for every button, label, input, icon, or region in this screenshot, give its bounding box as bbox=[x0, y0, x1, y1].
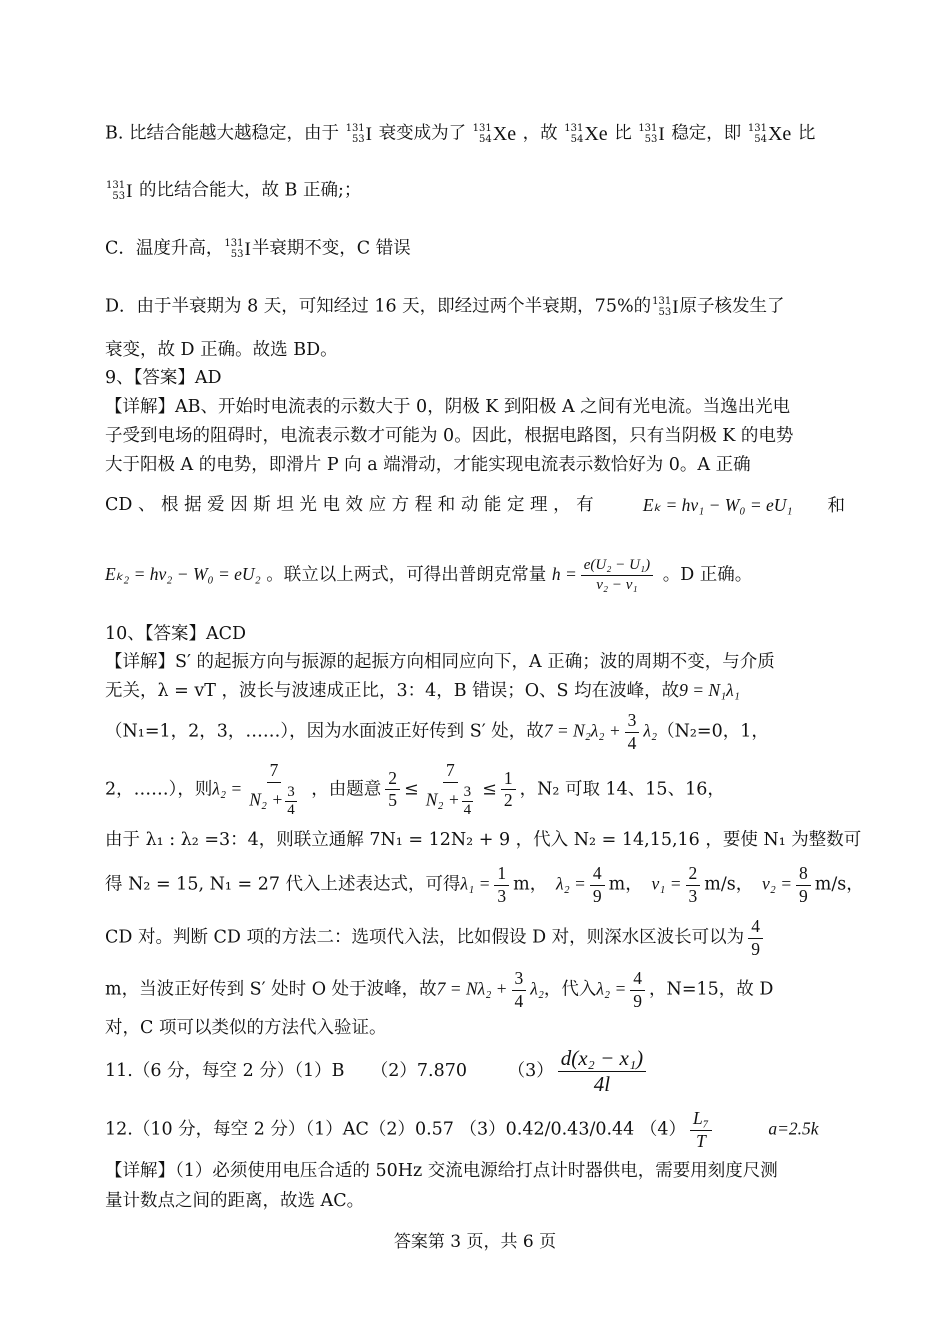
fraction: $\frac{4}{9}$ bbox=[748, 918, 763, 958]
page-footer: 答案第 3 页，共 6 页 bbox=[393, 1232, 557, 1252]
fraction: 7 N₂ + $\frac{3}{4}$ bbox=[425, 760, 472, 818]
q10-line8: m，当波正好传到 S′ 处时 O 处于波峰，故7 = Nλ₂ + $\frac{3}{4}$ λ₂，代入λ₂ = $\frac{4}{9}$ ，N=15，故 D bbox=[105, 968, 774, 1011]
q10-line7: CD 对。判断 CD 项的方法二：选项代入法，比如假设 D 对，则深水区波长可以为 $\frac{4}{9}$ bbox=[105, 918, 767, 958]
q9-line2: 子受到电场的阻碍时，电流表示数才可能为 0。因此，根据电路图，只有当阴极 K 的电势 bbox=[105, 426, 794, 446]
fraction: $\frac{1}{3}$ bbox=[494, 865, 509, 905]
fraction: $\frac{4}{9}$ bbox=[630, 970, 645, 1010]
equation: Eₖ = hν₁ − W₀ = eU₁ bbox=[642, 495, 793, 515]
planck-fraction: $\frac{\text{e(U₂ − U₁)}}{\text{ν₂ − ν₁}}$ bbox=[581, 558, 653, 593]
fraction: 7 N₂ + $\frac{3}{4}$ bbox=[249, 760, 295, 818]
xenon-nuclide: 131 54 Xe bbox=[747, 123, 792, 145]
option-b-line2 bbox=[105, 180, 361, 202]
q10-line3: （N₁=1，2，3，……），因为水面波正好传到 S′ 处，故7 = N₂λ₂ + $\frac{3}{4}$ λ₂（N₂=0，1， bbox=[105, 710, 769, 753]
iodine-nuclide: 131 53 I bbox=[638, 123, 665, 145]
text: 稳定，即 bbox=[671, 123, 742, 144]
q11-fraction: $\frac{\text{d(x₂ − x₁)}}{4l}$ bbox=[558, 1048, 646, 1095]
xenon-nuclide: 131 54 Xe bbox=[472, 123, 517, 145]
xenon-nuclide: 131 54 Xe bbox=[564, 123, 608, 145]
text: 衰变成为了 bbox=[378, 123, 467, 144]
q11-line: 11.（6 分，每空 2 分）（1）B （2）7.870 （3） $\frac{\text{d(x₂ − x₁)}}{4l}$ bbox=[105, 1048, 650, 1095]
option-c-line: C．温度升高， 131 53 I 半衰期不变，C 错误 bbox=[105, 238, 411, 260]
text: B. 比结合能越大越稳定，由于 bbox=[105, 123, 339, 144]
q12-line1: 【详解】（1）必须使用电压合适的 50Hz 交流电源给打点计时器供电，需要用刻度尺测 bbox=[105, 1161, 778, 1181]
q12-line2: 量计数点之间的距离，故选 AC。 bbox=[105, 1191, 365, 1211]
fraction: $\frac{1}{2}$ bbox=[501, 770, 516, 810]
q10-line4: 2，……），则λ₂ = 7 N₂ + $\frac{3}{4}$ ，由题意 $\frac{2}{5}$ ≤ 7 N₂ + $\frac{3}{4}$ ≤ $\frac{1}{2}$ ，N₂ 可取 14、15、16， bbox=[105, 760, 725, 818]
q9-line1: 【详解】AB、开始时电流表的示数大于 0，阴极 K 到阳极 A 之间有光电流。当逸出光电 bbox=[105, 397, 791, 417]
iodine-nuclide: 131 53 I bbox=[345, 123, 372, 145]
q9-answer: 9、【答案】AD bbox=[105, 368, 222, 388]
fraction: $\frac{8}{9}$ bbox=[796, 865, 811, 905]
q10-line2: 无关，λ = vT ，波长与波速成正比，3：4，B 错误；O、S 均在波峰，故9 = N₁λ₁ bbox=[105, 680, 740, 701]
q10-line5: 由于 λ₁ : λ₂ =3：4，则联立通解 7N₁ = 12N₂ + 9 ，代入 N₂ = 14,15,16 ，要使 N₁ 为整数可 bbox=[105, 830, 862, 850]
iodine-nuclide: 131 53 I bbox=[652, 296, 679, 318]
q9-line3: 大于阳极 A 的电势，即滑片 P 向 a 端滑动，才能实现电流表示数恰好为 0。A 正确 bbox=[105, 455, 751, 475]
q10-answer: 10、【答案】ACD bbox=[105, 624, 247, 644]
fraction: $\frac{2}{3}$ bbox=[686, 865, 701, 905]
fraction: $\frac{4}{9}$ bbox=[590, 865, 605, 905]
option-d-line1: D．由于半衰期为 8 天，可知经过 16 天，即经过两个半衰期，75%的 131 53 I 原子核发生了 bbox=[105, 296, 785, 318]
q12-fraction: $\frac{\text{L₇}}{T}$ bbox=[690, 1110, 712, 1150]
iodine-nuclide: 131 53 I bbox=[106, 180, 133, 202]
option-b-line1 bbox=[105, 123, 815, 145]
text: 比 bbox=[614, 123, 632, 144]
text: 的比结合能大，故 B 正确;； bbox=[139, 180, 362, 201]
q9-line5: Eₖ₂ = hν₂ − W₀ = eU₂ 。联立以上两式，可得出普朗克常量 h = $\frac{\text{e(U₂ − U₁)}}{\text{ν₂ − ν₁}}$ 。D 正确。 bbox=[105, 557, 753, 593]
iodine-nuclide: 131 53 I bbox=[224, 238, 251, 260]
fraction: $\frac{3}{4}$ bbox=[625, 712, 640, 752]
text: 比 bbox=[797, 123, 816, 144]
q10-line9: 对，C 项可以类似的方法代入验证。 bbox=[105, 1018, 387, 1038]
equation: Eₖ₂ = hν₂ − W₀ = eU₂ bbox=[105, 564, 261, 584]
fraction: $\frac{2}{5}$ bbox=[385, 770, 400, 810]
fraction: $\frac{3}{4}$ bbox=[512, 970, 527, 1010]
option-d-line2: 衰变，故 D 正确。故选 BD。 bbox=[105, 340, 338, 360]
q12-line: 12.（10 分，每空 2 分）（1）AC（2）0.57 （3）0.42/0.43/0.44 （4） $\frac{\text{L₇}}{T}$ a=2.5k bbox=[105, 1108, 819, 1151]
q10-line6: 得 N₂ = 15, N₁ = 27 代入上述表达式，可得λ₁ = $\frac{1}{3}$ m， λ₂ = $\frac{4}{9}$ m， ν₁ = $\frac{2}{3}$ m/s， ν₂ = $\frac{8}{9}$ m/s， bbox=[105, 863, 864, 906]
q10-line1: 【详解】S′ 的起振方向与振源的起振方向相同应向下，A 正确；波的周期不变，与介质 bbox=[105, 652, 775, 672]
text: ，故 bbox=[522, 123, 558, 144]
q9-line4: CD 、 根 据 爱 因 斯 坦 光 电 效 应 方 程 和 动 能 定 理 ， 有 Eₖ = hν₁ − W₀ = eU₁ 和 bbox=[105, 495, 845, 516]
